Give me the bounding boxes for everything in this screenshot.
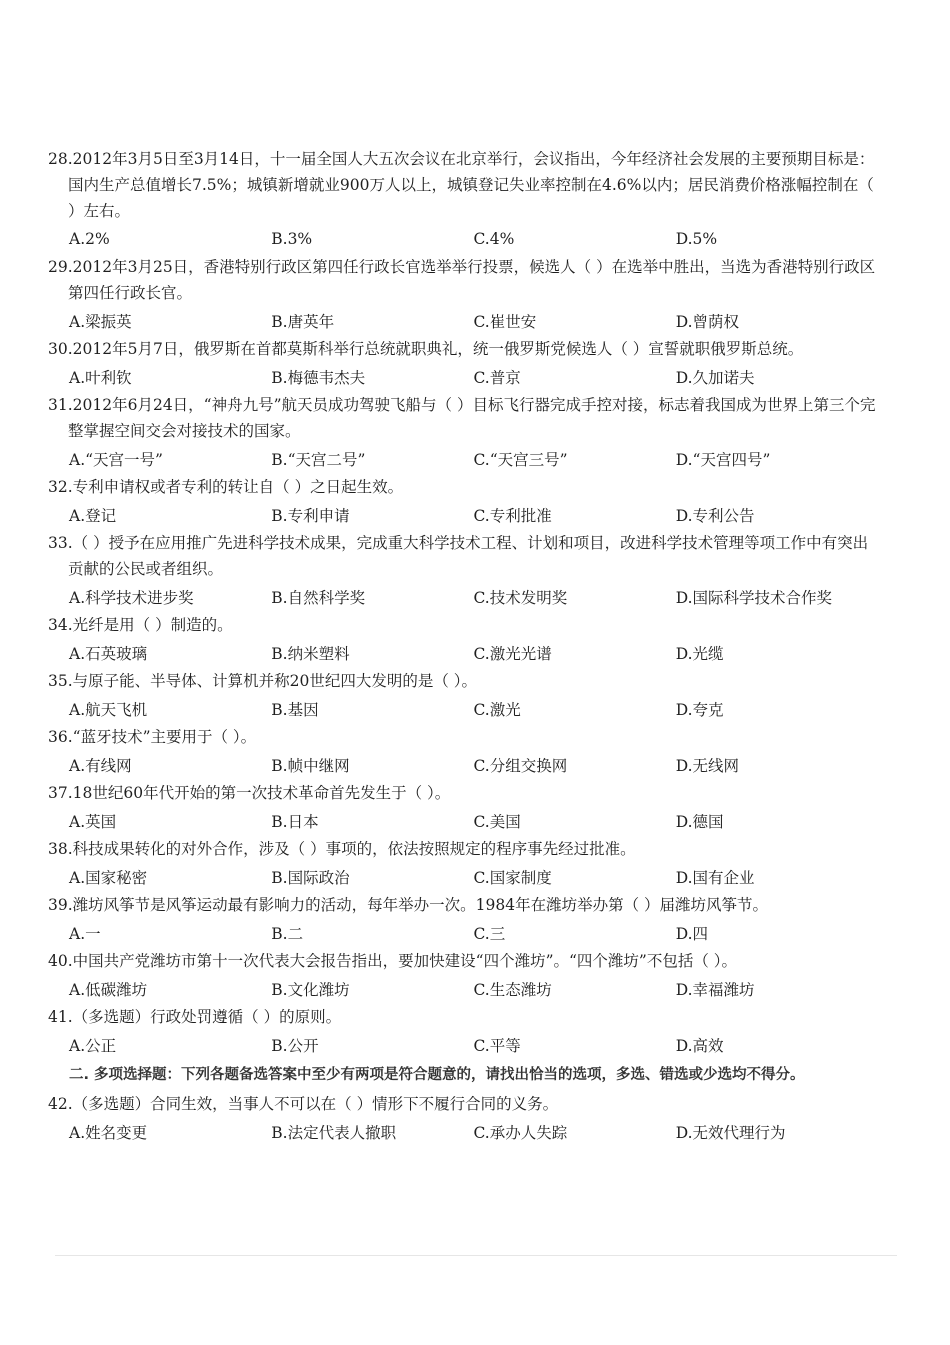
question-42 <box>48 1091 878 1147</box>
question-28 <box>48 146 878 254</box>
option-c: C.美国 <box>473 813 521 831</box>
option-a: A.一 <box>69 925 101 943</box>
option-b: B.“天宫二号” <box>271 451 366 469</box>
option-b: B.自然科学奖 <box>271 589 366 607</box>
option-d: D.“天宫四号” <box>675 451 771 469</box>
question-33 <box>48 530 878 612</box>
options-row <box>48 638 878 668</box>
option-c: C.普京 <box>473 369 521 387</box>
question-text: 38.科技成果转化的对外合作，涉及（ ）事项的，依法按照规定的程序事先经过批准。 <box>48 840 636 858</box>
section-heading: 二. 多项选择题：下列各题备选答案中至少有两项是符合题意的，请找出恰当的选项，多选、错选或少选均不得分。 <box>69 1067 805 1083</box>
option-c: C.“天宫三号” <box>473 451 568 469</box>
option-b: B.帧中继网 <box>271 757 350 775</box>
option-a: A.姓名变更 <box>69 1124 148 1142</box>
question-text: 41.（多选题）行政处罚遵循（ ）的原则。 <box>48 1008 342 1026</box>
option-d: D.四 <box>675 925 709 943</box>
option-a: A.“天宫一号” <box>69 451 163 469</box>
option-b: B.3% <box>271 230 313 248</box>
options-row <box>48 806 878 836</box>
option-a: A.有线网 <box>69 757 132 775</box>
option-c: C.激光 <box>473 701 521 719</box>
question-list <box>48 146 878 1147</box>
options-row <box>48 1117 878 1147</box>
option-d: D.专利公告 <box>675 507 755 525</box>
option-d: D.5% <box>675 230 718 248</box>
question-41 <box>48 1004 878 1060</box>
question-31 <box>48 392 878 474</box>
option-b: B.基因 <box>271 701 319 719</box>
question-text: 28.2012年3月5日至3月14日，十一届全国人大五次会议在北京举行，会议指出，今年经济社会发展的主要预期目标是：国内生产总值增长7.5%；城镇新增就业900万人以上，城镇登记失业率控制在4.6%以内；居民消费价格涨幅控制在（ ）左右。 <box>48 150 875 220</box>
options-row <box>48 582 878 612</box>
option-c: C.激光光谱 <box>473 645 552 663</box>
question-39 <box>48 892 878 948</box>
option-c: C.生态潍坊 <box>473 981 552 999</box>
option-d: D.德国 <box>675 813 724 831</box>
question-text: 35.与原子能、半导体、计算机并称20世纪四大发明的是（ ）。 <box>48 672 478 690</box>
question-text: 36.“蓝牙技术”主要用于（ ）。 <box>48 728 257 746</box>
option-c: C.国家制度 <box>473 869 552 887</box>
question-40 <box>48 948 878 1004</box>
option-c: C.4% <box>473 230 515 248</box>
option-a: A.梁振英 <box>69 313 132 331</box>
option-a: A.2% <box>69 230 110 248</box>
question-text: 34.光纤是用（ ）制造的。 <box>48 616 233 634</box>
options-row <box>48 362 878 392</box>
option-b: B.国际政治 <box>271 869 350 887</box>
options-row <box>48 918 878 948</box>
option-a: A.航天飞机 <box>69 701 148 719</box>
option-a: A.科学技术进步奖 <box>69 589 194 607</box>
question-38 <box>48 836 878 892</box>
option-a: A.公正 <box>69 1037 117 1055</box>
options-row <box>48 974 878 1004</box>
options-row <box>48 1030 878 1060</box>
option-b: B.二 <box>271 925 304 943</box>
option-a: A.登记 <box>69 507 117 525</box>
option-a: A.国家秘密 <box>69 869 148 887</box>
option-d: D.曾荫权 <box>675 313 740 331</box>
option-b: B.唐英年 <box>271 313 335 331</box>
option-a: A.石英玻璃 <box>69 645 148 663</box>
option-b: B.纳米塑料 <box>271 645 350 663</box>
option-c: C.承办人失踪 <box>473 1124 568 1142</box>
option-d: D.无效代理行为 <box>675 1124 786 1142</box>
option-c: C.分组交换网 <box>473 757 568 775</box>
options-row <box>48 444 878 474</box>
option-c: C.三 <box>473 925 506 943</box>
option-c: C.平等 <box>473 1037 521 1055</box>
option-d: D.国有企业 <box>675 869 755 887</box>
option-a: A.叶利钦 <box>69 369 132 387</box>
question-36 <box>48 724 878 780</box>
option-d: D.夸克 <box>675 701 724 719</box>
option-d: D.光缆 <box>675 645 724 663</box>
options-row <box>48 694 878 724</box>
question-text: 31.2012年6月24日，“神舟九号”航天员成功驾驶飞船与（ ）目标飞行器完成手控对接，标志着我国成为世界上第三个完整掌握空间交会对接技术的国家。 <box>48 396 876 440</box>
option-d: D.无线网 <box>675 757 740 775</box>
question-37 <box>48 780 878 836</box>
options-row <box>48 862 878 892</box>
question-30 <box>48 336 878 392</box>
options-row <box>48 306 878 336</box>
question-text: 32.专利申请权或者专利的转让自（ ）之日起生效。 <box>48 478 404 496</box>
option-d: D.高效 <box>675 1037 724 1055</box>
options-row <box>48 750 878 780</box>
question-text: 42.（多选题）合同生效，当事人不可以在（ ）情形下不履行合同的义务。 <box>48 1095 559 1113</box>
question-text: 29.2012年3月25日，香港特别行政区第四任行政长官选举举行投票，候选人（ ）在选举中胜出，当选为香港特别行政区第四任行政长官。 <box>48 258 876 302</box>
question-34 <box>48 612 878 668</box>
option-c: C.技术发明奖 <box>473 589 568 607</box>
option-d: D.久加诺夫 <box>675 369 755 387</box>
option-c: C.崔世安 <box>473 313 537 331</box>
question-29 <box>48 254 878 336</box>
option-a: A.英国 <box>69 813 117 831</box>
question-text: 30.2012年5月7日，俄罗斯在首都莫斯科举行总统就职典礼，统一俄罗斯党候选人（ ）宣誓就职俄罗斯总统。 <box>48 340 804 358</box>
option-b: B.专利申请 <box>271 507 350 525</box>
question-text: 40.中国共产党潍坊市第十一次代表大会报告指出，要加快建设“四个潍坊”。“四个潍坊”不包括（ ）。 <box>48 952 738 970</box>
page-divider <box>55 1255 897 1256</box>
option-b: B.梅德韦杰夫 <box>271 369 366 387</box>
options-row <box>48 500 878 530</box>
option-d: D.幸福潍坊 <box>675 981 755 999</box>
option-b: B.法定代表人撤职 <box>271 1124 397 1142</box>
question-35 <box>48 668 878 724</box>
options-row <box>48 224 878 254</box>
question-text: 33.（ ）授予在应用推广先进科学技术成果，完成重大科学技术工程、计划和项目，改进科学技术管理等项工作中有突出贡献的公民或者组织。 <box>48 534 869 578</box>
option-b: B.文化潍坊 <box>271 981 350 999</box>
option-b: B.公开 <box>271 1037 319 1055</box>
question-text: 37.18世纪60年代开始的第一次技术革命首先发生于（ ）。 <box>48 784 451 802</box>
option-a: A.低碳潍坊 <box>69 981 148 999</box>
option-c: C.专利批准 <box>473 507 552 525</box>
question-text: 39.潍坊风筝节是风筝运动最有影响力的活动，每年举办一次。1984年在潍坊举办第（ ）届潍坊风筝节。 <box>48 896 769 914</box>
option-b: B.日本 <box>271 813 319 831</box>
option-d: D.国际科学技术合作奖 <box>675 589 833 607</box>
question-32 <box>48 474 878 530</box>
